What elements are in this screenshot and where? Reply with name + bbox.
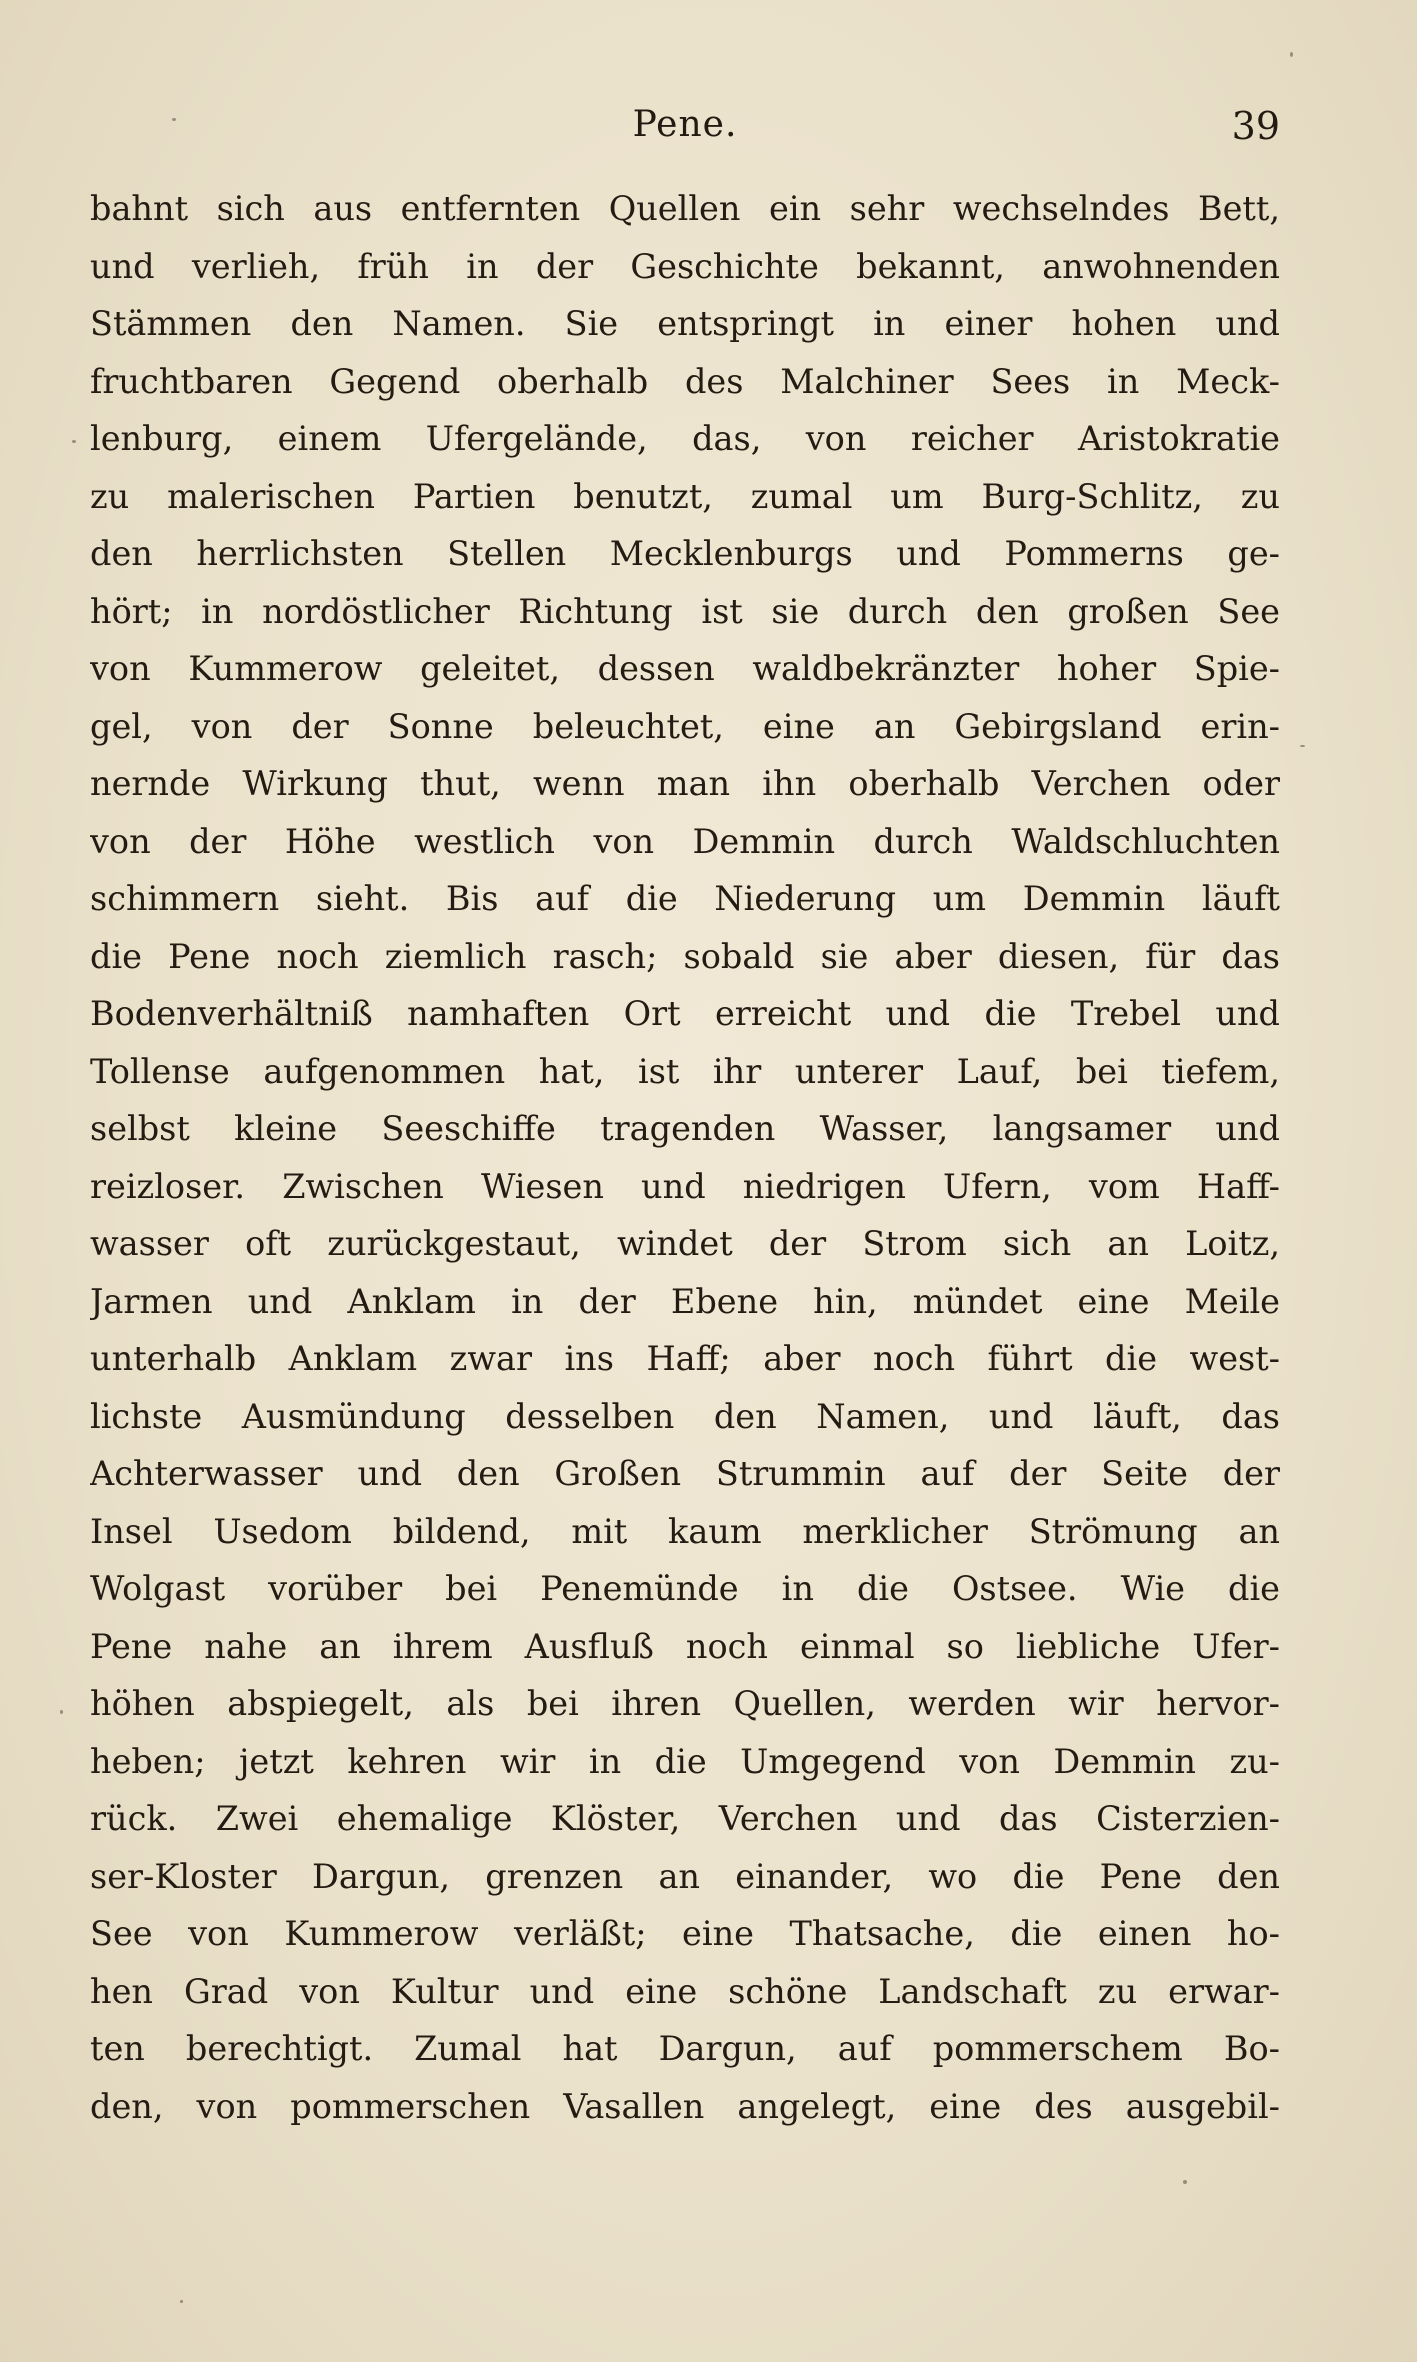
text-line: den herrlichsten Stellen Mecklenburgs und Pommerns ge- [90, 534, 1280, 573]
text-line: reizloser. Zwischen Wiesen und niedrigen Ufern, vom Haff- [90, 1166, 1280, 1206]
text-line: lenburg, einem Ufergelände, das, von reicher Aristokratie [90, 419, 1280, 458]
text-line: bahnt sich aus entfernten Quellen ein sehr wechselndes Bett, [90, 189, 1280, 228]
text-line: Stämmen den Namen. Sie entspringt in einer hohen und [90, 304, 1280, 343]
text-line: unterhalb Anklam zwar ins Haff; aber noch führt die west- [90, 1339, 1280, 1378]
paper-speck [180, 2300, 183, 2303]
text-line: den, von pommerschen Vasallen angelegt, eine des ausgebil- [90, 2086, 1280, 2126]
text-line: von der Höhe westlich von Demmin durch Waldschluchten [90, 821, 1280, 861]
paper-speck [1290, 52, 1293, 57]
text-line: Achterwasser und den Großen Strummin auf der Seite der [90, 1454, 1280, 1493]
paper-speck [60, 1710, 63, 1714]
text-line: höhen abspiegelt, als bei ihren Quellen, werden wir hervor- [90, 1684, 1280, 1723]
text-line: und verlieh, früh in der Geschichte bekannt, anwohnenden [90, 246, 1280, 286]
paper-speck [72, 440, 76, 443]
text-line: wasser oft zurückgestaut, windet der Strom sich an Loitz, [90, 1224, 1280, 1263]
paper-speck [172, 118, 176, 121]
page-number: 39 [1231, 104, 1280, 148]
text-line: die Pene noch ziemlich rasch; sobald sie aber diesen, für das [90, 936, 1280, 976]
page-header [90, 104, 1280, 164]
text-line: hen Grad von Kultur und eine schöne Landschaft zu erwar- [90, 1971, 1280, 2011]
running-head: Pene. [632, 104, 738, 145]
paper-speck [1183, 2180, 1187, 2184]
text-line: selbst kleine Seeschiffe tragenden Wasser, langsamer und [90, 1109, 1280, 1148]
text-line: zu malerischen Partien benutzt, zumal um Burg-Schlitz, zu [90, 476, 1280, 516]
body-text [90, 180, 1280, 2135]
text-line: Pene nahe an ihrem Ausfluß noch einmal so liebliche Ufer- [90, 1626, 1280, 1666]
text-line: Bodenverhältniß namhaften Ort erreicht und die Trebel und [90, 994, 1280, 1033]
text-line: Tollense aufgenommen hat, ist ihr unterer Lauf, bei tiefem, [90, 1051, 1280, 1091]
text-line: gel, von der Sonne beleuchtet, eine an Gebirgsland erin- [90, 706, 1280, 746]
text-line: hört; in nordöstlicher Richtung ist sie durch den großen See [90, 591, 1280, 631]
text-line: ser-Kloster Dargun, grenzen an einander, wo die Pene den [90, 1856, 1280, 1896]
text-line: Insel Usedom bildend, mit kaum merklicher Strömung an [90, 1511, 1280, 1551]
text-line: nernde Wirkung thut, wenn man ihn oberhalb Verchen oder [90, 764, 1280, 803]
text-line: rück. Zwei ehemalige Klöster, Verchen und das Cisterzien- [90, 1799, 1280, 1838]
text-line: Wolgast vorüber bei Penemünde in die Ostsee. Wie die [90, 1569, 1280, 1608]
text-line: ten berechtigt. Zumal hat Dargun, auf pommerschem Bo- [90, 2029, 1280, 2068]
text-line: See von Kummerow verläßt; eine Thatsache, die einen ho- [90, 1914, 1280, 1953]
paper-speck [1300, 745, 1305, 747]
text-line: fruchtbaren Gegend oberhalb des Malchiner Sees in Meck- [90, 361, 1280, 401]
text-line: schimmern sieht. Bis auf die Niederung um Demmin läuft [90, 879, 1280, 918]
text-line: heben; jetzt kehren wir in die Umgegend von Demmin zu- [90, 1741, 1280, 1781]
text-line: von Kummerow geleitet, dessen waldbekränzter hoher Spie- [90, 649, 1280, 688]
text-line: lichste Ausmündung desselben den Namen, und läuft, das [90, 1396, 1280, 1436]
text-line: Jarmen und Anklam in der Ebene hin, mündet eine Meile [90, 1281, 1280, 1321]
